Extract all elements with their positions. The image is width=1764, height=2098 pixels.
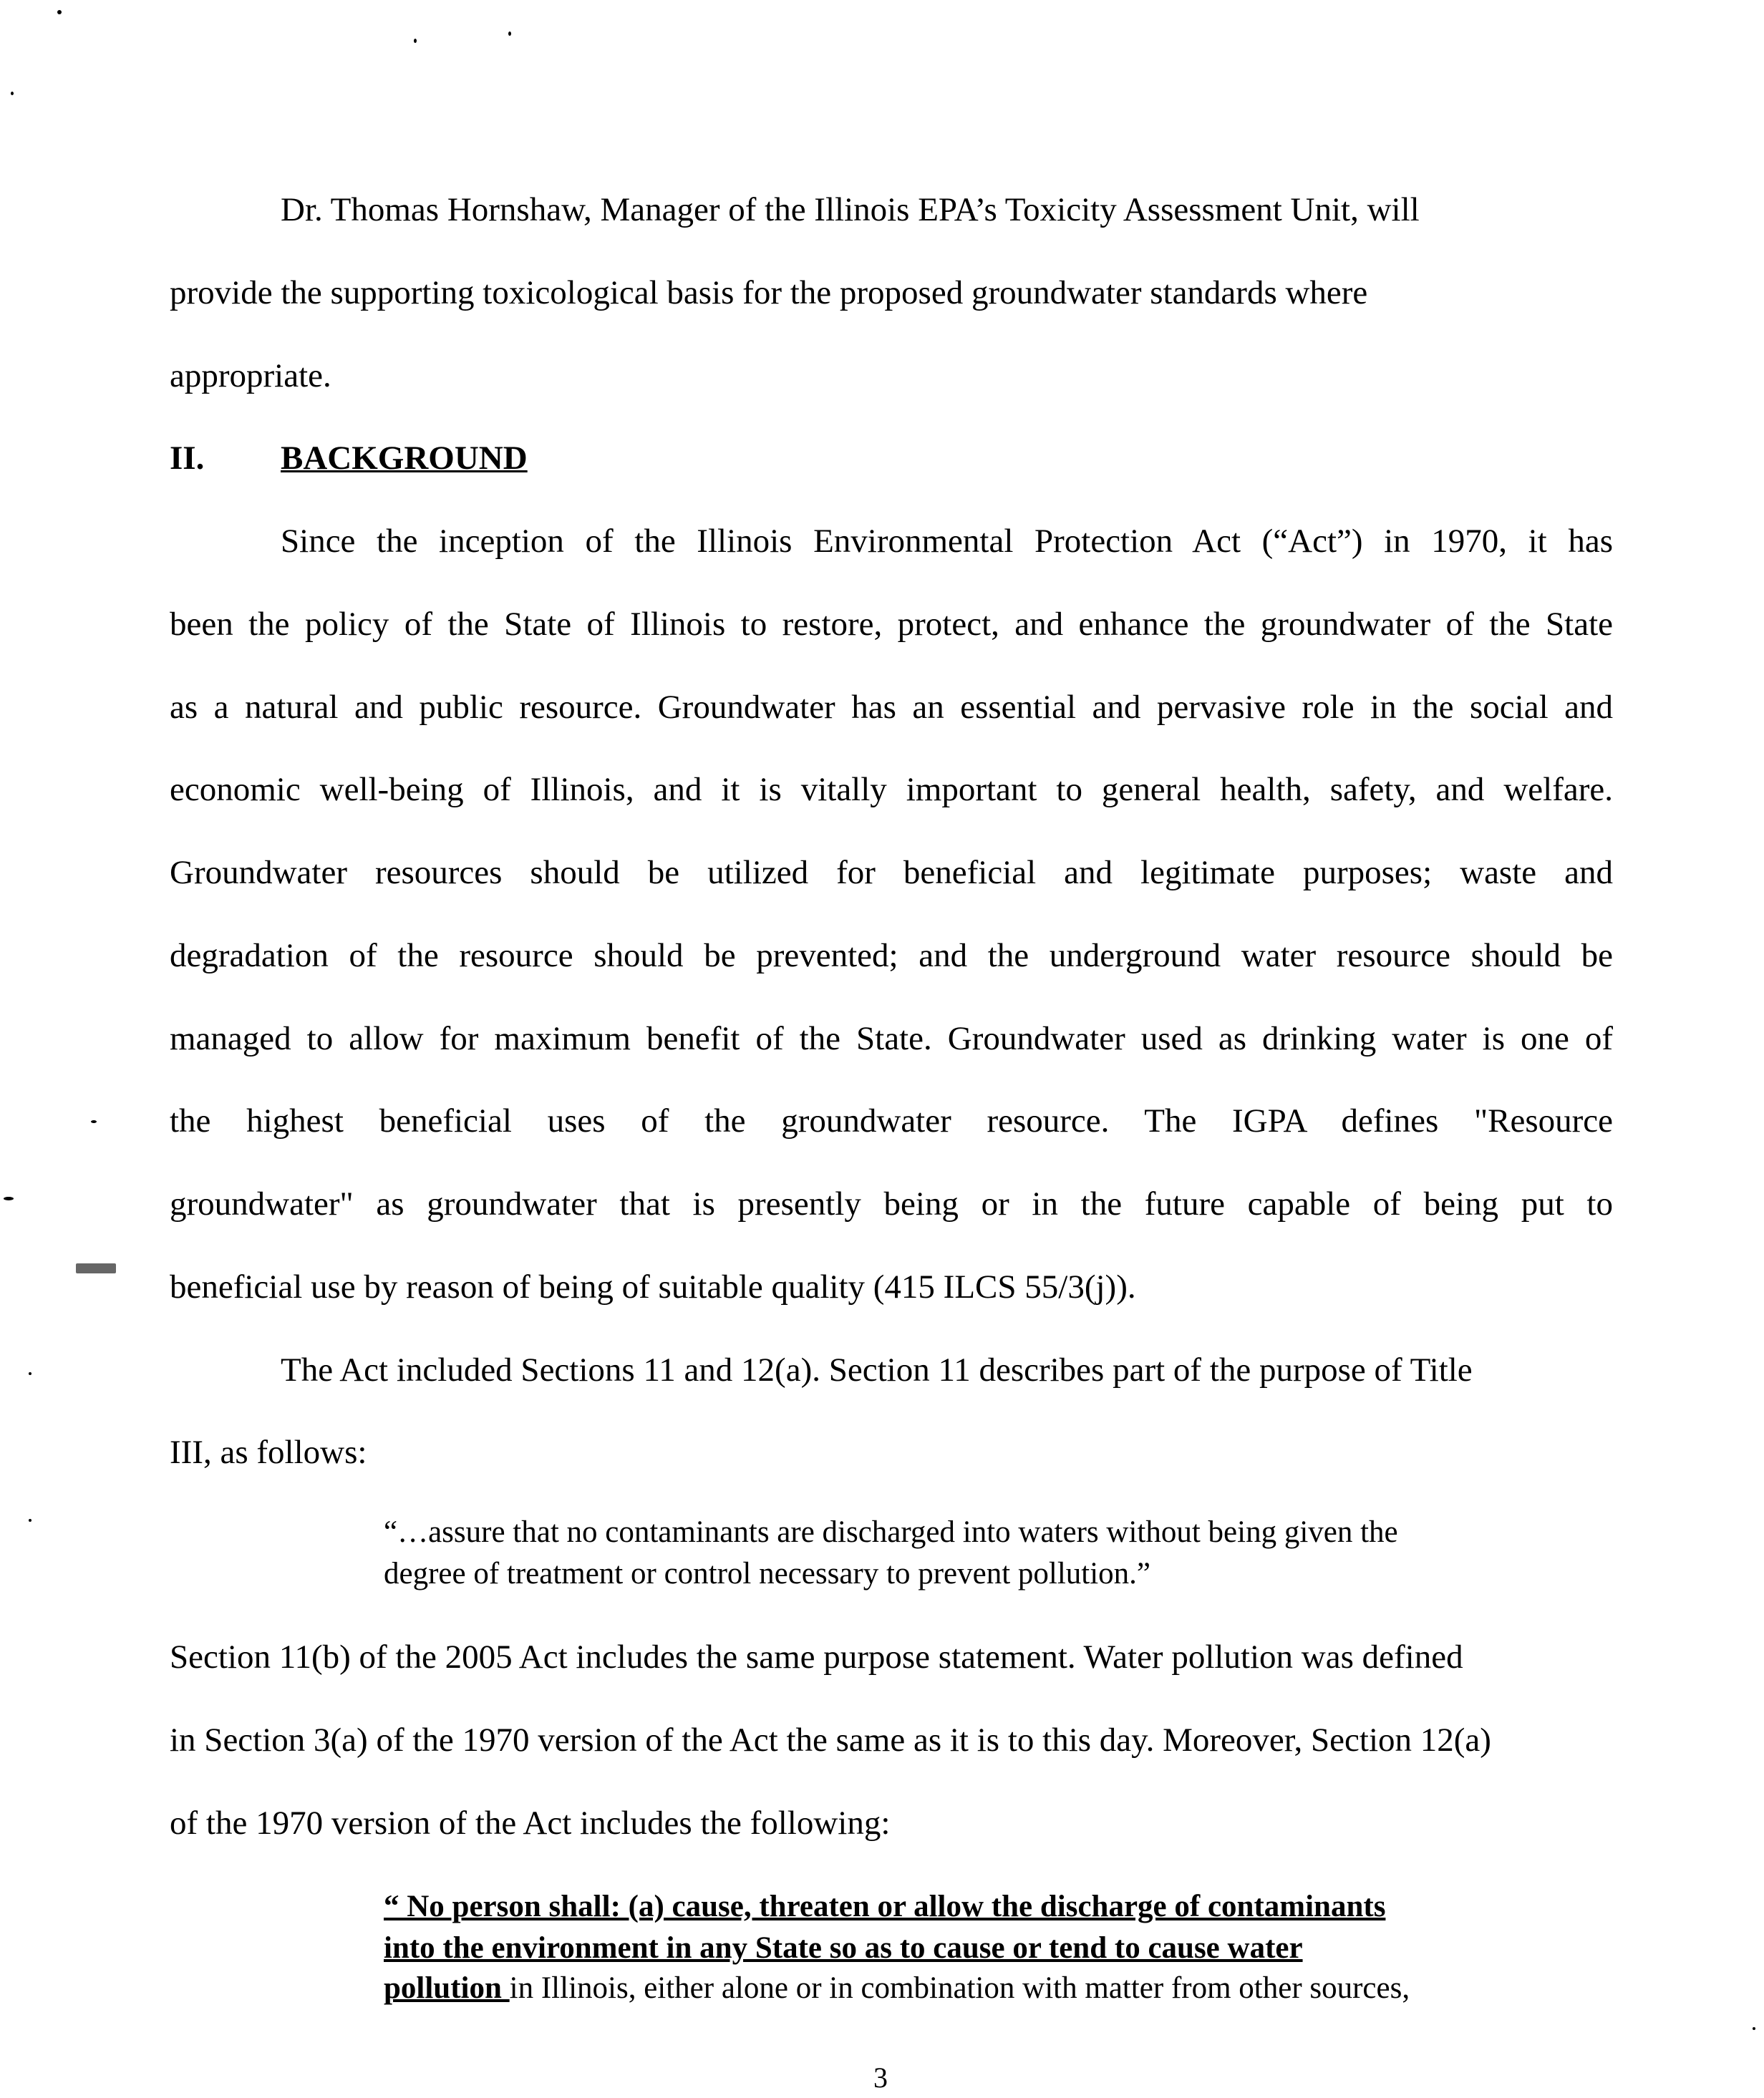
paragraph-line: beneficial use by reason of being of suitable quality (415 ILCS 55/3(j)). bbox=[170, 1268, 1136, 1306]
scan-speck bbox=[4, 1197, 14, 1200]
statute-quote-line bbox=[384, 1968, 1410, 2009]
intro-line: appropriate. bbox=[170, 357, 331, 394]
paragraph-line: the highest beneficial uses of the groundwater resource. The IGPA defines "Resource bbox=[170, 1102, 1613, 1140]
block-quote-line: degree of treatment or control necessary to prevent pollution.” bbox=[384, 1557, 1151, 1591]
paragraph-line: Groundwater resources should be utilized for beneficial and legitimate purposes; waste and bbox=[170, 854, 1613, 891]
scan-speck bbox=[91, 1120, 97, 1123]
scan-speck bbox=[29, 1372, 32, 1375]
paragraph-line: III, as follows: bbox=[170, 1434, 367, 1471]
paragraph-line: managed to allow for maximum benefit of the State. Groundwater used as drinking water is one of bbox=[170, 1020, 1613, 1057]
paragraph-line: groundwater" as groundwater that is presently being or in the future capable of being put to bbox=[170, 1185, 1613, 1223]
plain-text: in Illinois, either alone or in combination with matter from other sources, bbox=[509, 1971, 1410, 2005]
paragraph-line: as a natural and public resource. Groundwater has an essential and pervasive role in the social and bbox=[170, 689, 1613, 726]
statute-quote-line: “ No person shall: (a) cause, threaten or allow the discharge of contaminants bbox=[384, 1890, 1386, 1923]
scan-speck bbox=[11, 92, 14, 95]
paragraph-line: Section 11(b) of the 2005 Act includes the same purpose statement. Water pollution was defined bbox=[170, 1638, 1463, 1676]
paragraph-line: in Section 3(a) of the 1970 version of the Act the same as it is to this day. Moreover, Section 12(a) bbox=[170, 1721, 1491, 1759]
paragraph-line: of the 1970 version of the Act includes the following: bbox=[170, 1805, 891, 1842]
intro-line: provide the supporting toxicological basis for the proposed groundwater standards where bbox=[170, 274, 1368, 311]
scan-speck bbox=[57, 10, 62, 14]
paragraph-line: economic well-being of Illinois, and it is vitally important to general health, safety, and welfare. bbox=[170, 771, 1613, 808]
paragraph-line: The Act included Sections 11 and 12(a). Section 11 describes part of the purpose of Title bbox=[281, 1351, 1473, 1389]
page-number: 3 bbox=[873, 2061, 888, 2094]
block-quote-line: “…assure that no contaminants are discharged into waters without being given the bbox=[384, 1515, 1398, 1549]
statute-quote-line: into the environment in any State so as to cause or tend to cause water bbox=[384, 1931, 1303, 1965]
scan-speck bbox=[414, 39, 417, 43]
paragraph-line: degradation of the resource should be prevented; and the underground water resource should be bbox=[170, 937, 1613, 974]
scan-speck bbox=[508, 31, 511, 36]
section-heading bbox=[170, 438, 528, 478]
paragraph-line: been the policy of the State of Illinois to restore, protect, and enhance the groundwater of the State bbox=[170, 606, 1613, 643]
heading-title: BACKGROUND bbox=[281, 439, 528, 477]
scan-smudge bbox=[76, 1263, 116, 1273]
scan-speck bbox=[29, 1519, 32, 1522]
intro-line: Dr. Thomas Hornshaw, Manager of the Illinois EPA’s Toxicity Assessment Unit, will bbox=[281, 191, 1420, 228]
paragraph-line: Since the inception of the Illinois Environmental Protection Act (“Act”) in 1970, it has bbox=[281, 523, 1613, 560]
heading-number: II. bbox=[170, 439, 205, 477]
underlined-text: pollution bbox=[384, 1971, 510, 2005]
scan-speck bbox=[1753, 2027, 1755, 2030]
